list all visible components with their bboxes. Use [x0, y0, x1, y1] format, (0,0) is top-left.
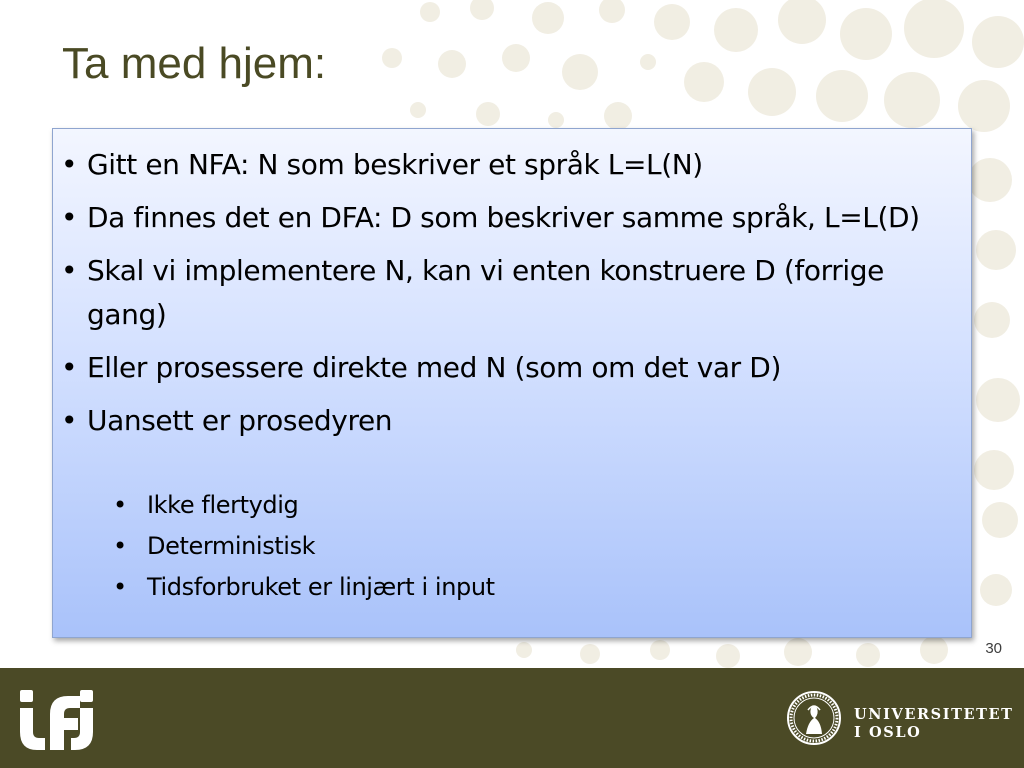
university-name-line-2: I OSLO: [854, 724, 922, 741]
slide-title: Ta med hjem:: [62, 39, 327, 88]
bullet-text: Gitt en NFA: N som beskriver et språk L=L(N): [87, 148, 703, 181]
sub-bullet-text: Tidsforbruket er linjært i input: [147, 573, 495, 601]
bullet-list: [61, 143, 951, 452]
bullet-item: [61, 196, 951, 240]
bullet-dot-icon: •: [61, 148, 78, 181]
bullet-dot-icon: •: [61, 351, 78, 384]
bullet-item: [61, 249, 951, 337]
bullet-dot-icon: •: [61, 254, 78, 287]
bullet-dot-icon: •: [61, 404, 78, 437]
bullet-item: [61, 346, 951, 390]
bullet-text: Uansett er prosedyren: [87, 404, 393, 437]
sub-bullet-item: [113, 485, 495, 526]
bullet-text: Eller prosessere direkte med N (som om det var D): [87, 351, 781, 384]
bullet-item: [61, 399, 951, 443]
page-number: 30: [985, 640, 1002, 657]
bullet-dot-icon: •: [113, 573, 127, 601]
bullet-content-box: [52, 128, 972, 638]
bullet-item: [61, 143, 951, 187]
bullet-text: Skal vi implementere N, kan vi enten konstruere D (forrige gang): [87, 254, 884, 331]
bullet-dot-icon: •: [61, 201, 78, 234]
sub-bullet-text: Ikke flertydig: [147, 491, 299, 519]
sub-bullet-item: [113, 526, 495, 567]
bullet-text: Da finnes det en DFA: D som beskriver samme språk, L=L(D): [87, 201, 920, 234]
university-name-line-1: UNIVERSITETET: [854, 706, 1014, 723]
ifi-logo: [16, 688, 116, 750]
university-seal-icon: [786, 690, 842, 746]
bullet-dot-icon: •: [113, 491, 127, 519]
sub-bullet-list: [113, 485, 495, 608]
sub-bullet-text: Deterministisk: [147, 532, 316, 560]
university-name: [854, 706, 1014, 742]
sub-bullet-item: [113, 567, 495, 608]
bullet-dot-icon: •: [113, 532, 127, 560]
footer-bar: [0, 668, 1024, 768]
